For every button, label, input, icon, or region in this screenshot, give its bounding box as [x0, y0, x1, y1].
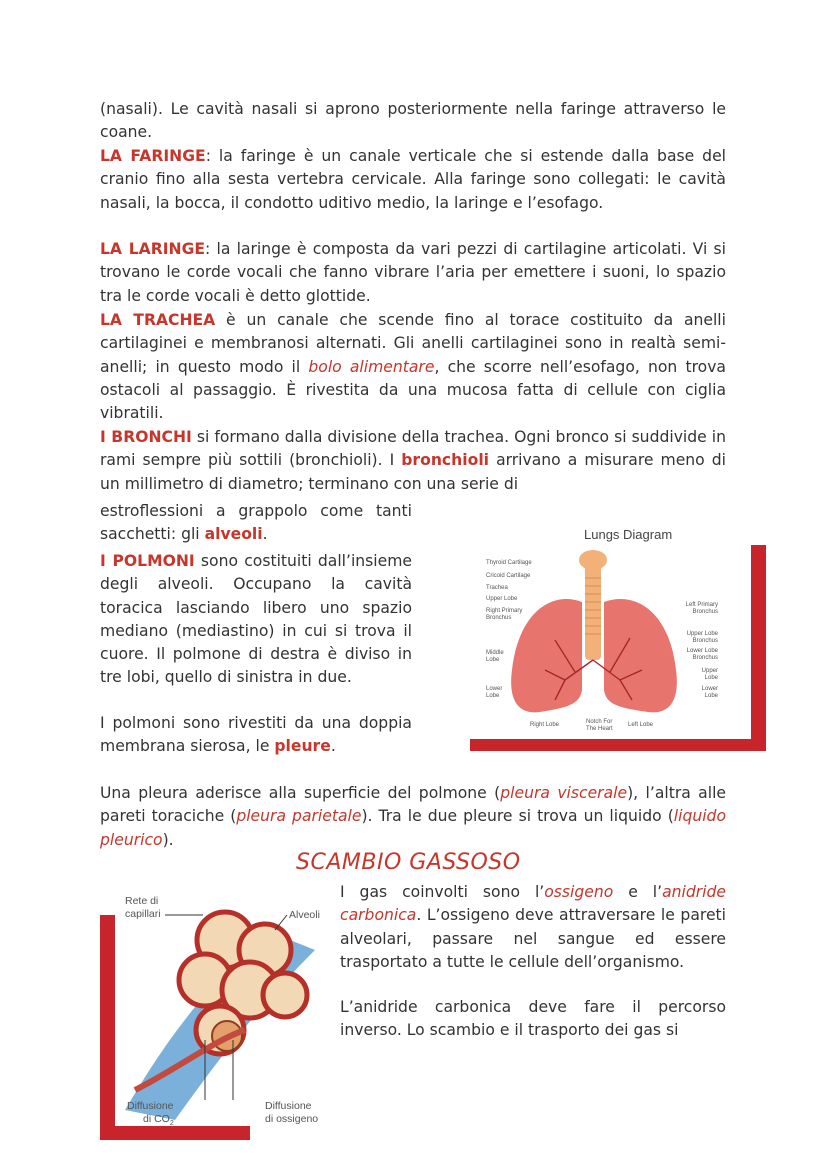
label-capillari: capillari: [125, 908, 161, 920]
label: Upper Lobe: [486, 596, 518, 602]
text: arrivano a misurare meno di un millimetro di diametro; terminano con una serie di: [100, 451, 726, 493]
text: e l’: [613, 883, 663, 901]
label: Lobe: [486, 693, 500, 699]
heading-polmoni: I POLMONI: [100, 552, 195, 570]
left-lung-shape: [604, 599, 677, 712]
text: ).: [162, 830, 174, 849]
paragraph-scambio-2: [340, 996, 726, 1043]
paragraph-nasal: [100, 98, 726, 145]
lungs-diagram-title: Lungs Diagram: [584, 527, 673, 542]
emphasis-alveoli: alveoli: [204, 525, 263, 544]
label: Trachea: [486, 585, 508, 591]
alveoli-diagram-image: [115, 890, 330, 1135]
label-co2-text: di CO: [143, 1113, 170, 1125]
section-title-scambio: SCAMBIO GASSOSO: [296, 850, 521, 875]
label: Right Primary: [486, 608, 523, 614]
paragraph-polmoni: [100, 550, 412, 690]
label: The Heart: [586, 726, 613, 732]
text: ), l’altra alle pareti toraciche (: [100, 784, 726, 826]
label: Lower: [486, 686, 503, 692]
text: .: [262, 525, 268, 544]
text: si formano dalla divisione della trachea. Ogni bronco si suddivide in rami sempre più sottili (bronchioli). I: [100, 428, 726, 470]
text: : la faringe è un canale verticale che si estende dalla base del cranio fino alla sesta vertebra cervicale. Alla faringe sono collegati: le cavità nasali, la bocca, il condotto uditivo medio, la laringe e l’esofago.: [100, 147, 727, 212]
label: Upper Lobe: [686, 631, 718, 637]
text: Una pleura aderisce alla superficie del polmone (: [100, 784, 501, 802]
alveolus-shape: [263, 973, 307, 1017]
lungs-diagram-image: [470, 520, 750, 740]
label-alveoli: Alveoli: [289, 909, 320, 921]
emphasis-anidride: anidride carbonica: [340, 883, 726, 925]
heading-faringe: LA FARINGE: [100, 147, 206, 165]
label: Lower Lobe: [686, 648, 718, 654]
heading-trachea: LA TRACHEA: [100, 311, 216, 329]
text: . L’ossigeno deve attraversare le pareti alveolari, passare nel sangue ed essere trasportato a tutte le cellule dell’organismo.: [340, 906, 726, 971]
label: Lobe: [704, 675, 718, 681]
label: Cricoid Cartilage: [486, 573, 531, 579]
text: estroflessioni a grappolo come tanti sacchetti: gli: [100, 502, 412, 544]
label: Thyroid Cartilage: [486, 560, 532, 566]
paragraph-pleura: [100, 782, 726, 852]
emphasis-ossigeno: ossigeno: [544, 883, 614, 901]
decorative-bar-right: [751, 545, 766, 751]
paragraph-faringe: [100, 145, 726, 215]
label: Left Primary: [685, 602, 718, 608]
emphasis-bronchioli: bronchioli: [401, 451, 490, 470]
label: Lower: [701, 686, 718, 692]
text: , che scorre nell’esofago, non trova ostacoli al passaggio. È rivestita da una mucosa fatta di cellule con ciglia vibratili.: [100, 357, 726, 423]
text: L’anidride carbonica deve fare il percorso inverso. Lo scambio e il trasporto dei gas si: [340, 998, 726, 1040]
paragraph-trachea: [100, 309, 726, 425]
text: è un canale che scende fino al torace costituito da anelli cartilaginei e membranosi alternati. Gli anelli cartilaginei sono in realtà semi-anelli; in questo modo il: [100, 311, 726, 376]
text: .: [330, 737, 336, 756]
label: Right Lobe: [530, 722, 560, 728]
label: Left Lobe: [628, 722, 654, 728]
label: Lobe: [486, 657, 500, 663]
text: sono costituiti dall’insieme degli alveoli. Occupano la cavità toracica lasciando libero uno spazio mediano (mediastino) in cui si trova il cuore. Il polmone di destra è diviso in tre lobi, quello di sinistra in due.: [100, 552, 413, 687]
lungs-labels-bottom: [530, 719, 654, 732]
paragraph-bronchi: [100, 426, 726, 496]
emphasis-pleura-parietale: pleura parietale: [236, 807, 362, 826]
text: : la laringe è composta da vari pezzi di cartilagine articolati. Vi si trovano le corde vocali che fanno vibrare l’aria per emettere i suoni, lo spazio tra le corde vocali è detto glottide.: [100, 240, 726, 305]
label-diffusione-ossigeno: Diffusione: [265, 1100, 312, 1112]
emphasis-pleura-viscerale: pleura viscerale: [500, 784, 628, 802]
label: Bronchus: [692, 638, 718, 644]
paragraph-scambio: [340, 881, 726, 974]
paragraph-laringe: [100, 238, 726, 308]
text: I polmoni sono rivestiti da una doppia membrana sierosa, le: [100, 714, 412, 756]
label-co2: [143, 1113, 174, 1127]
decorative-bar-bottom: [470, 739, 766, 751]
label-co2-sub: 2: [169, 1120, 174, 1127]
label-ossigeno: di ossigeno: [265, 1113, 319, 1125]
emphasis-liquido-pleurico: liquido pleurico: [100, 807, 726, 849]
label: Bronchus: [692, 655, 718, 661]
paragraph-bronchi-cont: [100, 500, 412, 547]
label-diffusione-co2: Diffusione: [127, 1100, 174, 1112]
right-lung-shape: [511, 599, 582, 712]
label: Upper: [701, 668, 718, 674]
label: Bronchus: [692, 609, 718, 615]
label: Notch For: [586, 719, 613, 725]
label-rete: Rete di: [125, 895, 159, 907]
label: Bronchus: [486, 615, 512, 621]
decorative-bar-left: [100, 915, 115, 1140]
heading-laringe: LA LARINGE: [100, 240, 206, 258]
paragraph-pleure: [100, 712, 412, 759]
emphasis-bolo: bolo alimentare: [308, 357, 435, 376]
text: ). Tra le due pleure si trova un liquido (: [361, 807, 674, 826]
text: (nasali). Le cavità nasali si aprono posteriormente nella faringe attraverso le coane.: [100, 100, 726, 142]
heading-bronchi: I BRONCHI: [100, 428, 192, 446]
text: I gas coinvolti sono l’: [340, 883, 545, 901]
label: Lobe: [704, 693, 718, 699]
thyroid-cartilage-shape: [579, 550, 607, 570]
label: Middle: [486, 650, 504, 656]
emphasis-pleure: pleure: [274, 737, 331, 756]
lungs-labels-right: [686, 602, 719, 699]
